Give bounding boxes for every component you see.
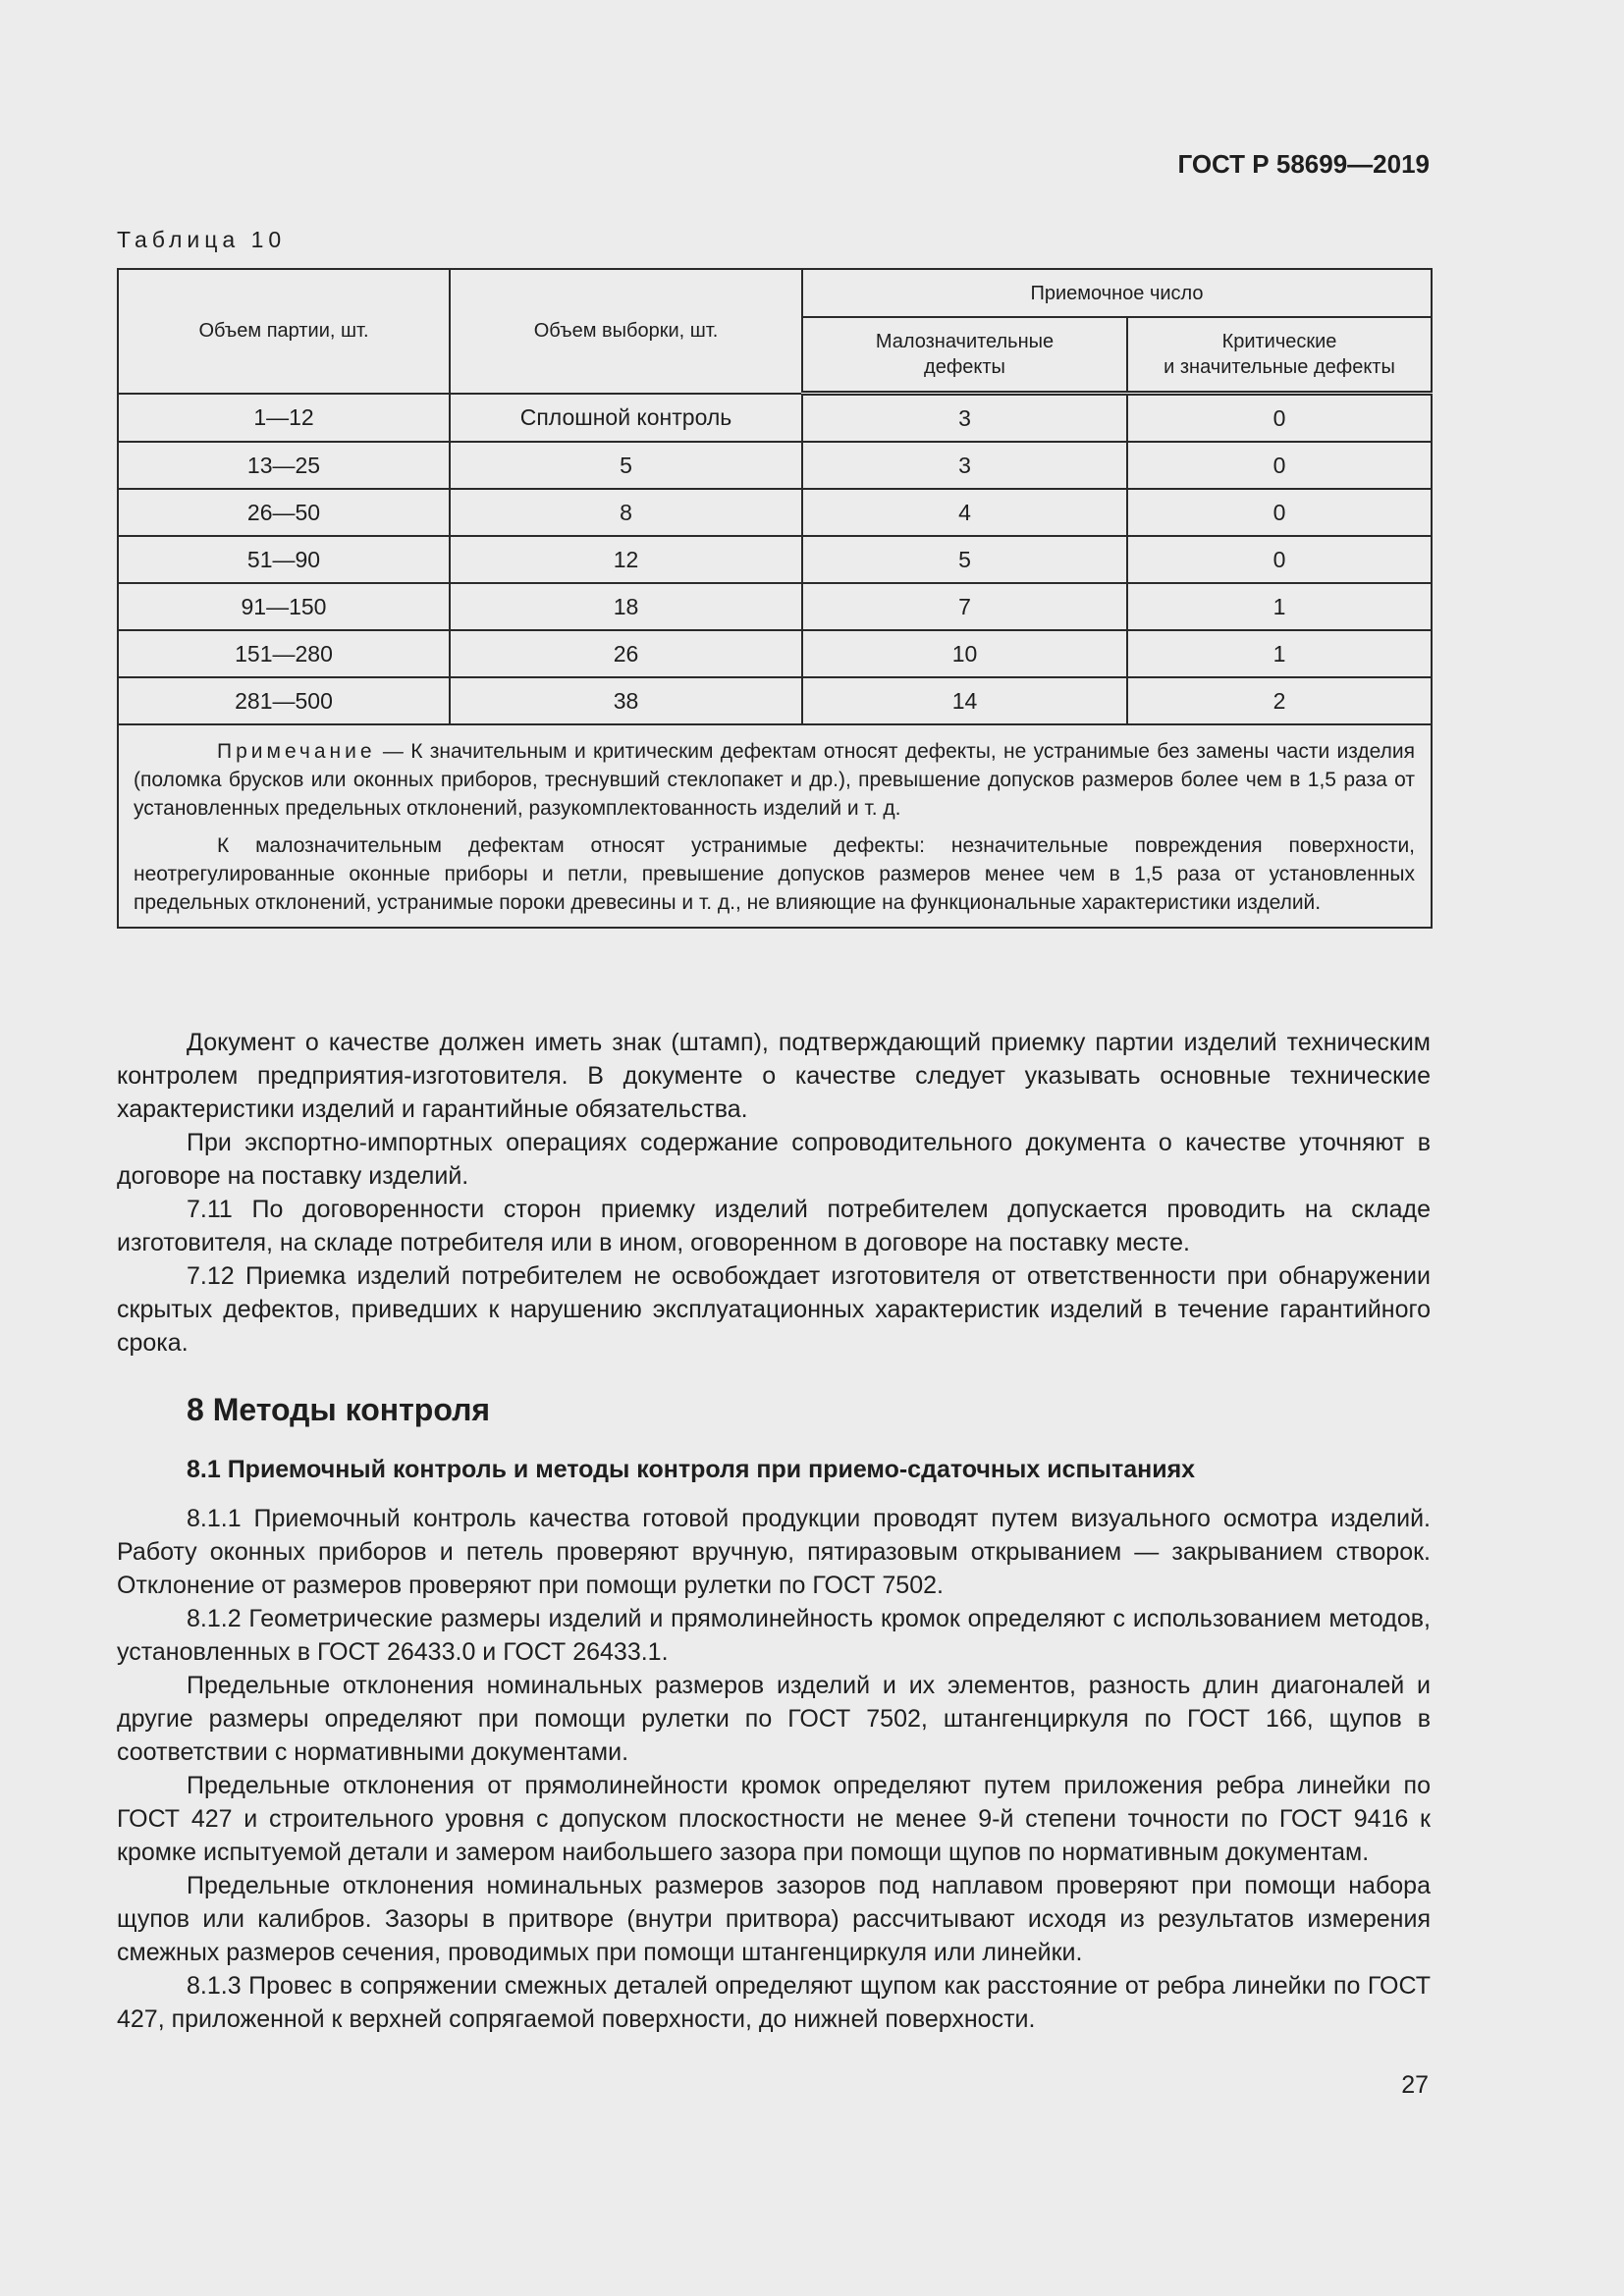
cell-minor: 3 — [802, 442, 1127, 489]
cell-minor: 4 — [802, 489, 1127, 536]
header-critical-defects — [1127, 317, 1432, 394]
table-row — [118, 583, 1432, 630]
cell-lot-size: 51—90 — [118, 536, 450, 583]
cell-lot-size: 13—25 — [118, 442, 450, 489]
cell-minor: 14 — [802, 677, 1127, 724]
paragraph: 8.1.3 Провес в сопряжении смежных деталей определяют щупом как расстояние от ребра линейки по ГОСТ 427, приложенной к верхней сопрягаемой поверхности, до нижней поверхности. — [117, 1972, 1431, 2033]
cell-minor: 10 — [802, 630, 1127, 677]
paragraph: Предельные отклонения номинальных размеров зазоров под наплавом проверяют при помощи набора щупов или калибров. Зазоры в притворе (внутри притвора) рассчитывают исходя из результатов измерения смежных размеров сечения, проводимых при помощи штангенциркуля или линейки. — [117, 1872, 1431, 1966]
paragraph: Предельные отклонения от прямолинейности кромок определяют путем приложения ребра линейки по ГОСТ 427 и строительного уровня с допуском плоскостности не менее 9-й степени точности по ГОСТ 9416 к кромке испытуемой детали и замером наибольшего зазора при помощи щупов по нормативным документам. — [117, 1772, 1431, 1866]
table-row — [118, 394, 1432, 443]
header-minor-defects — [802, 317, 1127, 394]
cell-lot-size: 151—280 — [118, 630, 450, 677]
header-critical-line1: Критические — [1221, 331, 1337, 352]
body-text-b — [117, 1502, 1431, 2036]
paragraph: Документ о качестве должен иметь знак (штамп), подтверждающий приемку партии изделий техническим контролем предприятия-изготовителя. В документе о качестве следует указывать основные технические характеристики изделий и гарантийные обязательства. — [117, 1029, 1431, 1123]
table-note — [118, 724, 1432, 928]
acceptance-table — [117, 268, 1433, 929]
cell-minor: 5 — [802, 536, 1127, 583]
cell-sample-size: 12 — [450, 536, 802, 583]
document-number: ГОСТ Р 58699—2019 — [1177, 149, 1430, 179]
subsection-title: 8.1 Приемочный контроль и методы контроля при приемо-сдаточных испытаниях — [187, 1456, 1196, 1483]
header-acceptance-number: Приемочное число — [802, 269, 1432, 317]
cell-critical: 0 — [1127, 489, 1432, 536]
cell-minor: 7 — [802, 583, 1127, 630]
note-paragraph-1 — [134, 737, 1415, 823]
cell-lot-size: 26—50 — [118, 489, 450, 536]
cell-lot-size: 1—12 — [118, 394, 450, 443]
cell-lot-size: 91—150 — [118, 583, 450, 630]
cell-critical: 2 — [1127, 677, 1432, 724]
header-sample-size: Объем выборки, шт. — [450, 269, 802, 394]
cell-sample-size: Сплошной контроль — [450, 394, 802, 443]
table-caption: Таблица 10 — [117, 227, 287, 252]
note-label: Примечание — [217, 740, 376, 763]
cell-critical: 1 — [1127, 583, 1432, 630]
header-critical-line2: и значительные дефекты — [1164, 356, 1395, 378]
table-note-row — [118, 724, 1432, 928]
cell-sample-size: 18 — [450, 583, 802, 630]
cell-sample-size: 5 — [450, 442, 802, 489]
table-row — [118, 630, 1432, 677]
paragraph: 8.1.2 Геометрические размеры изделий и прямолинейность кромок определяют с использованием методов, установленных в ГОСТ 26433.0 и ГОСТ 26433.1. — [117, 1605, 1431, 1666]
cell-sample-size: 8 — [450, 489, 802, 536]
table-row — [118, 536, 1432, 583]
section-title: 8 Методы контроля — [187, 1392, 491, 1427]
paragraph: 7.12 Приемка изделий потребителем не освобождает изготовителя от ответственности при обнаружении скрытых дефектов, приведших к нарушению эксплуатационных характеристик изделий в течение гарантийного срока. — [117, 1262, 1431, 1357]
note-text-1: — К значительным и критическим дефектам относят дефекты, не устранимые без замены части изделия (поломка брусков или оконных приборов, треснувший стеклопакет и др.), превышение допусков размеров более чем в 1,5 раза от установленных предельных отклонений, разукомплектованность изделий и т. д. — [134, 740, 1416, 820]
table-row — [118, 677, 1432, 724]
header-lot-size: Объем партии, шт. — [118, 269, 450, 394]
cell-lot-size: 281—500 — [118, 677, 450, 724]
cell-critical: 1 — [1127, 630, 1432, 677]
header-minor-line1: Малозначительные — [875, 331, 1055, 352]
paragraph: 8.1.1 Приемочный контроль качества готовой продукции проводят путем визуального осмотра изделий. Работу оконных приборов и петель проверяют вручную, пятиразовым открыванием — закрыванием створок. Отклонение от размеров проверяют при помощи рулетки по ГОСТ 7502. — [117, 1505, 1431, 1599]
paragraph: При экспортно-импортных операциях содержание сопроводительного документа о качестве уточняют в договоре на поставку изделий. — [117, 1129, 1431, 1190]
cell-critical: 0 — [1127, 536, 1432, 583]
cell-sample-size: 26 — [450, 630, 802, 677]
paragraph: Предельные отклонения номинальных размеров изделий и их элементов, разность длин диагоналей и другие размеры определяют при помощи рулетки по ГОСТ 7502, штангенциркуля по ГОСТ 166, щупов в соответствии с нормативными документами. — [117, 1672, 1431, 1766]
note-paragraph-2: К малозначительным дефектам относят устранимые дефекты: незначительные повреждения поверхности, неотрегулированные оконные приборы и петли, превышение допусков размеров менее чем в 1,5 раза от установленных предельных отклонений, устранимые пороки древесины и т. д., не влияющие на функциональные характеристики изделий. — [134, 834, 1416, 914]
paragraph: 7.11 По договоренности сторон приемку изделий потребителем допускается проводить на складе изготовителя, на складе потребителя или в ином, оговоренном в договоре на поставку месте. — [117, 1196, 1431, 1256]
header-minor-line2: дефекты — [924, 356, 1005, 378]
table-row — [118, 489, 1432, 536]
cell-critical: 0 — [1127, 394, 1432, 443]
page-number: 27 — [1401, 2071, 1429, 2099]
cell-minor: 3 — [802, 394, 1127, 443]
cell-critical: 0 — [1127, 442, 1432, 489]
cell-sample-size: 38 — [450, 677, 802, 724]
body-text-a — [117, 1026, 1431, 1360]
table-row — [118, 442, 1432, 489]
